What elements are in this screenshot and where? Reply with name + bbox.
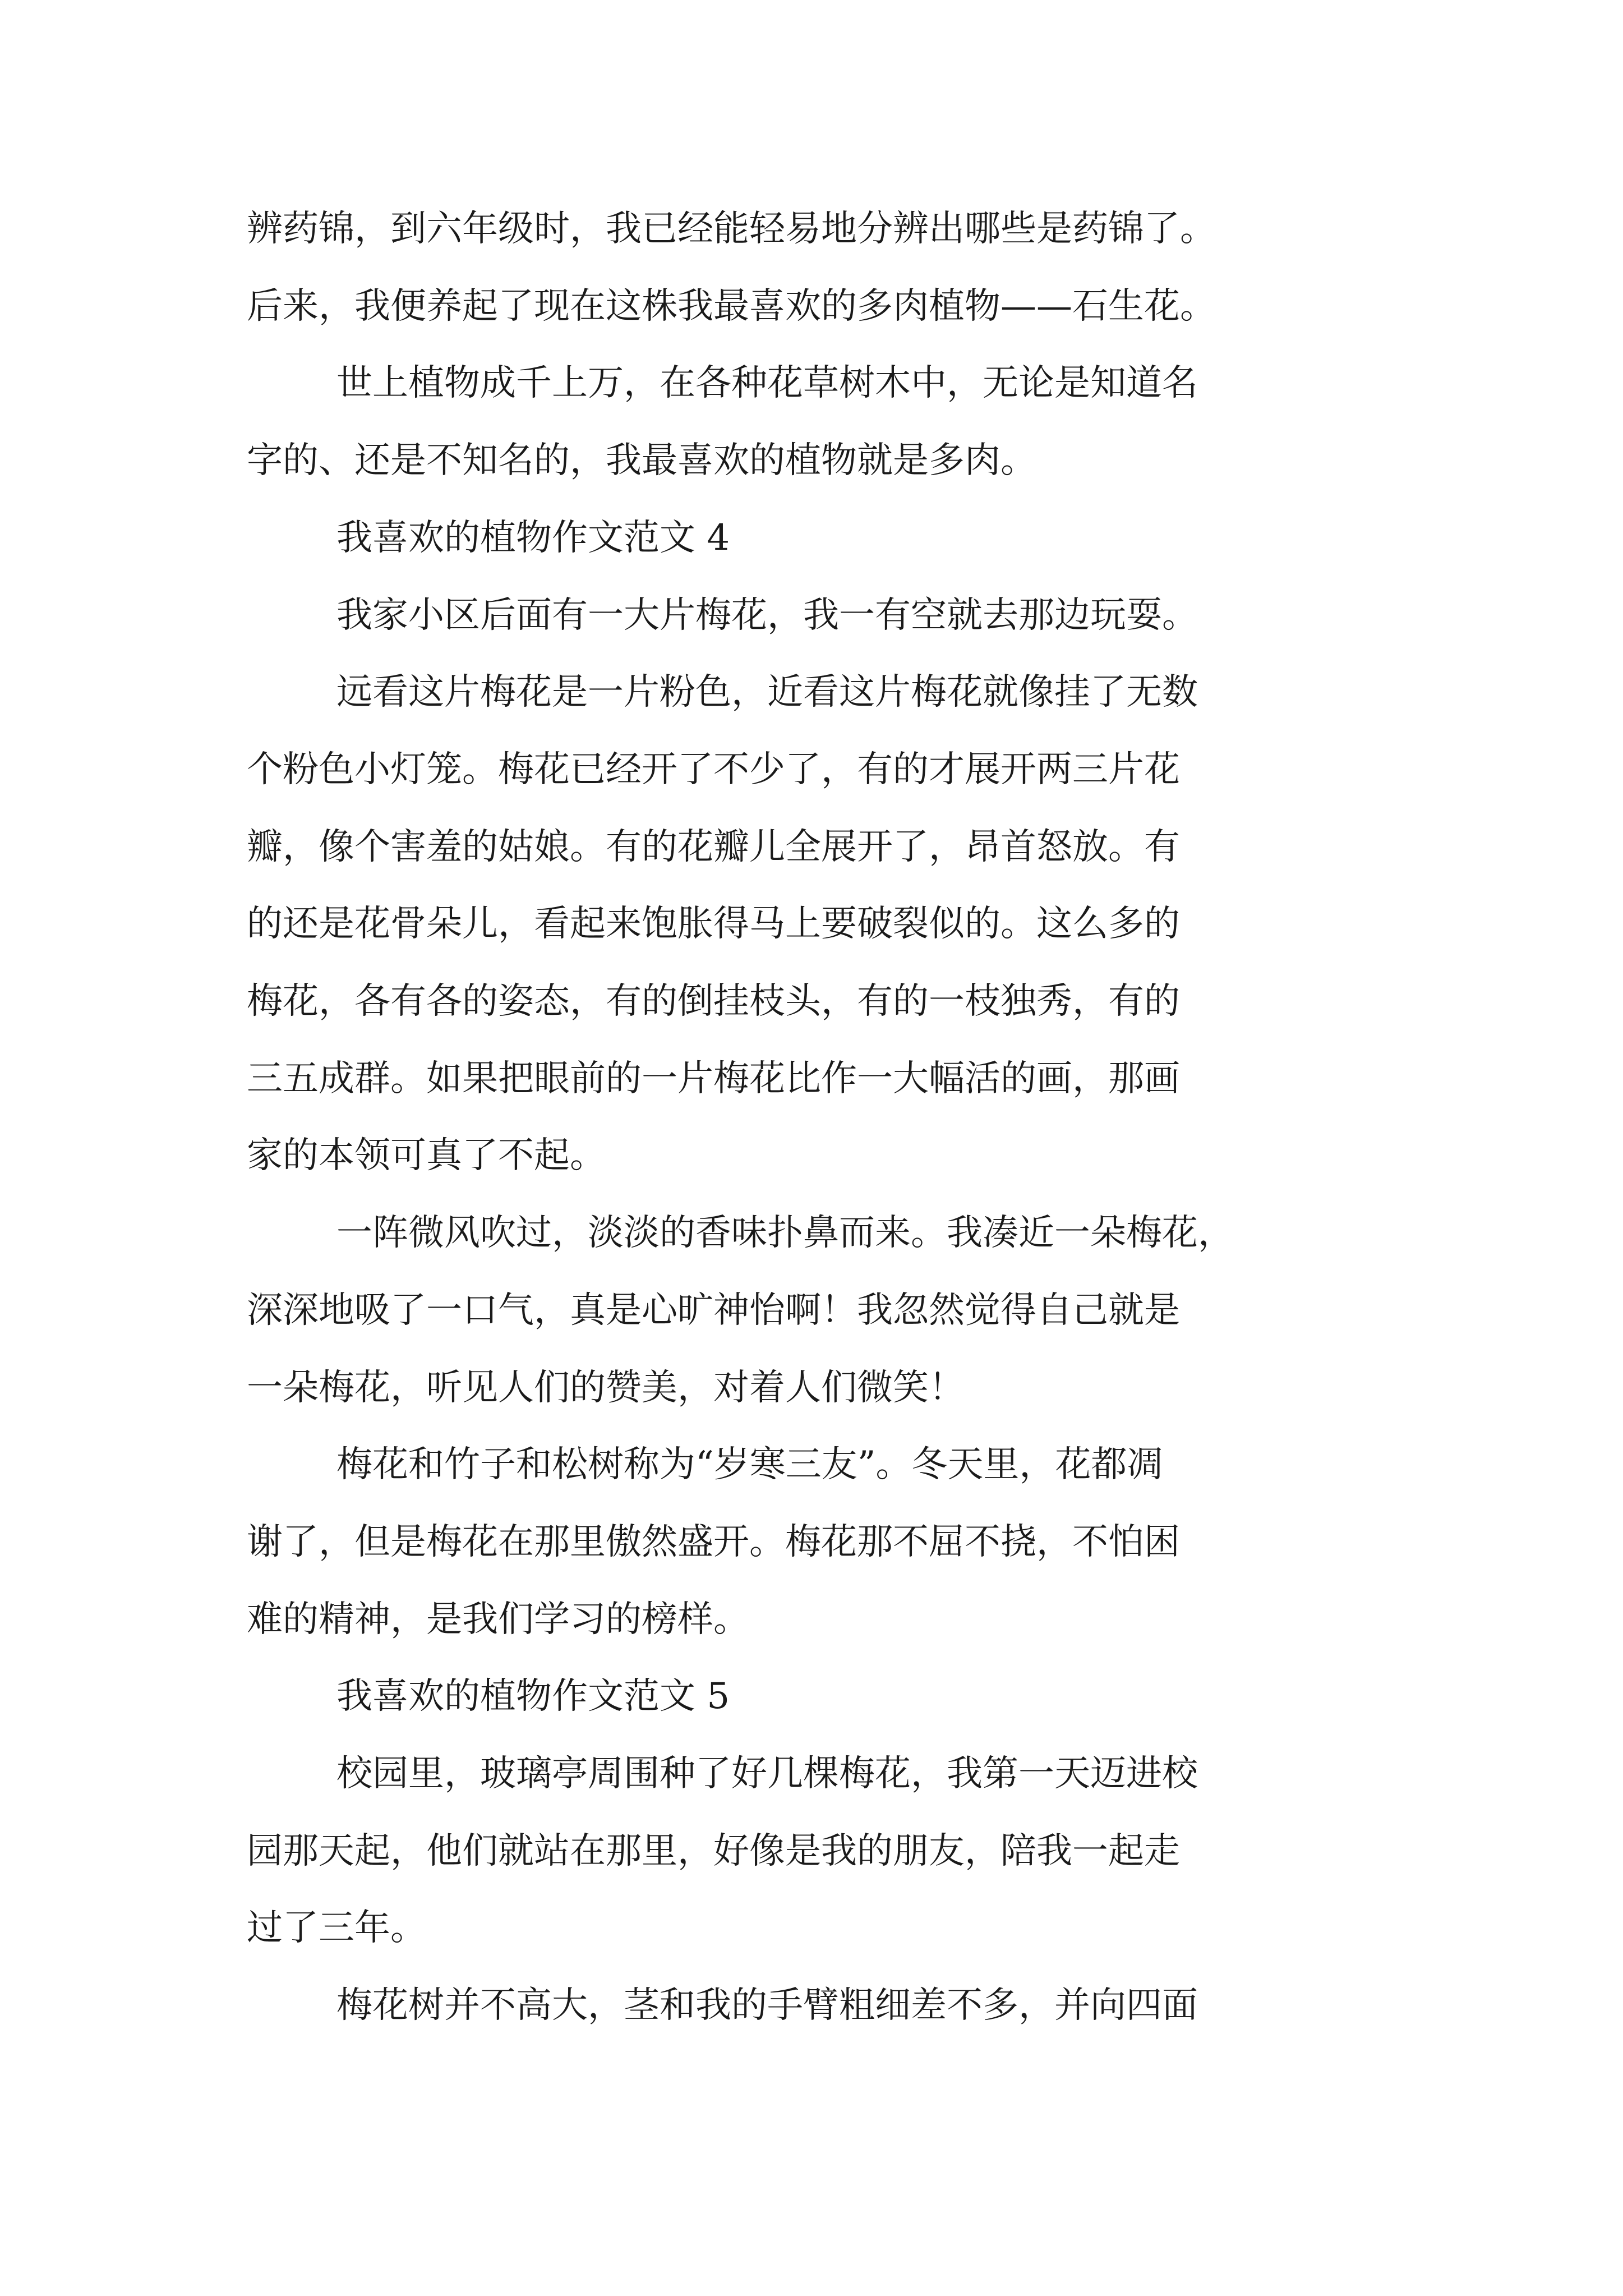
text-line: 谢了，但是梅花在那里傲然盛开。梅花那不屈不挠，不怕困: [247, 1521, 1180, 1563]
text-line: 三五成群。如果把眼前的一片梅花比作一大幅活的画，那画: [247, 1058, 1180, 1099]
paragraph-first-line: 一阵微风吹过，淡淡的香味扑鼻而来。我凑近一朵梅花，: [336, 1212, 1234, 1254]
text-line: 园那天起，他们就站在那里，好像是我的朋友，陪我一起走: [247, 1830, 1180, 1872]
text-line: 家的本领可真了不起。: [247, 1135, 606, 1176]
text-line: 辨药锦，到六年级时，我已经能轻易地分辨出哪些是药锦了。: [247, 208, 1216, 250]
text-line: 个粉色小灯笼。梅花已经开了不少了，有的才展开两三片花: [247, 749, 1180, 790]
text-line: 的还是花骨朵儿，看起来饱胀得马上要破裂似的。这么多的: [247, 903, 1180, 945]
paragraph-first-line: 梅花和竹子和松树称为“岁寒三友”。冬天里，花都凋: [336, 1444, 1163, 1485]
paragraph-first-line: 校园里，玻璃亭周围种了好几棵梅花，我第一天迈进校: [336, 1753, 1198, 1795]
text-line: 难的精神，是我们学习的榜样。: [247, 1599, 749, 1640]
text-line: 梅花，各有各的姿态，有的倒挂枝头，有的一枝独秀，有的: [247, 981, 1180, 1022]
text-line: 瓣，像个害羞的姑娘。有的花瓣儿全展开了，昂首怒放。有: [247, 826, 1180, 868]
text-line: 一朵梅花，听见人们的赞美，对着人们微笑！: [247, 1367, 965, 1409]
paragraph-first-line: 远看这片梅花是一片粉色，近看这片梅花就像挂了无数: [336, 671, 1198, 713]
paragraph-first-line: 我喜欢的植物作文范文 5: [336, 1676, 730, 1717]
text-line: 深深地吸了一口气，真是心旷神怡啊！我忽然觉得自己就是: [247, 1290, 1180, 1331]
paragraph-first-line: 梅花树并不高大，茎和我的手臂粗细差不多，并向四面: [336, 1985, 1198, 2026]
paragraph-first-line: 世上植物成千上万，在各种花草树木中，无论是知道名: [336, 362, 1198, 404]
paragraph-first-line: 我喜欢的植物作文范文 4: [336, 517, 730, 559]
text-line: 过了三年。: [247, 1907, 426, 1949]
text-line: 后来，我便养起了现在这株我最喜欢的多肉植物——石生花。: [247, 286, 1216, 327]
paragraph-first-line: 我家小区后面有一大片梅花，我一有空就去那边玩耍。: [336, 595, 1198, 636]
text-line: 字的、还是不知名的，我最喜欢的植物就是多肉。: [247, 440, 1036, 481]
